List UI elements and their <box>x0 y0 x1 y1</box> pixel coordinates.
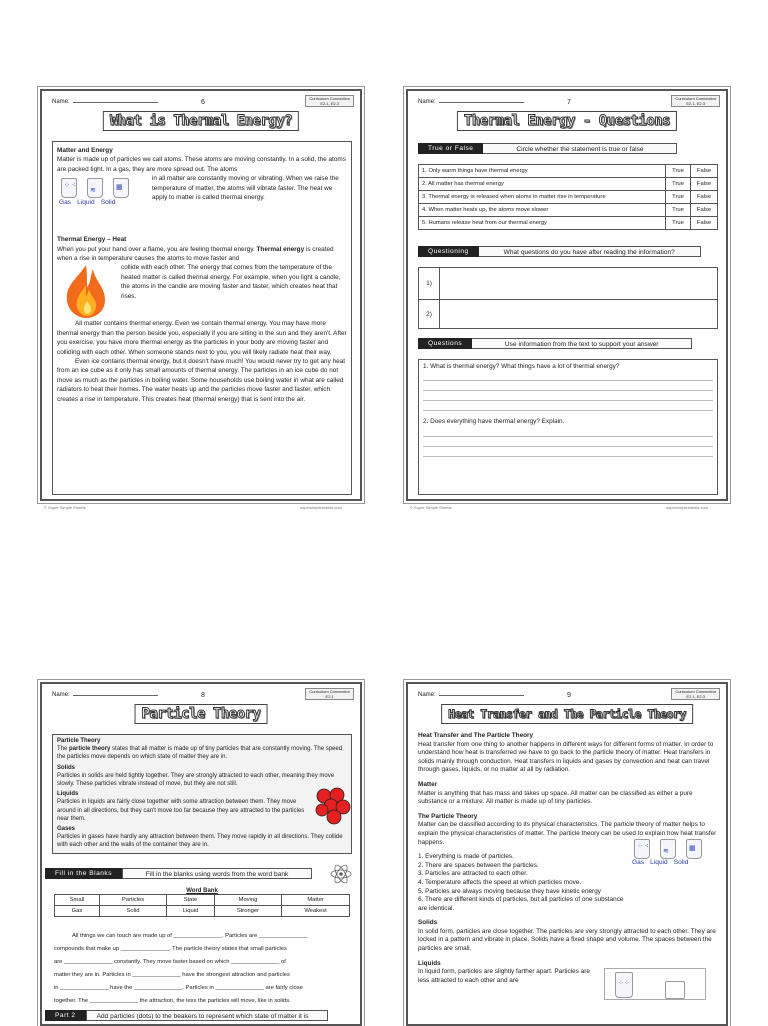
section-heading: The Particle Theory <box>418 812 478 820</box>
paragraph: collide with each other. The energy that comes from the temperature of the heated matter is called thermal energy. For example, when you light a candle, the atoms in the candle are moving faster and faster, which creates heat that rises. <box>121 264 341 300</box>
liquid-beaker-icon: ≋ <box>87 178 103 198</box>
name-label: Name: <box>52 692 158 698</box>
curriculum-codes: E2.1, E2.3 <box>686 101 705 106</box>
questions-banner <box>418 338 692 349</box>
questions-answer-box <box>418 359 718 495</box>
questioning-banner <box>418 246 701 257</box>
liquid-beaker-icon: ⁘⁘ <box>615 972 633 998</box>
name-label: Name: <box>418 99 524 105</box>
page-title: Thermal Energy - Questions <box>457 111 677 131</box>
footer-website: supersimplesheets.com <box>300 505 343 510</box>
paragraph: All matter contains thermal energy. Even we contain thermal energy. You may have more thermal energy than the person beside you, especially if you are sitting in the sun and they aren't. After you exercise, you have more thermal energy as the particles in your body are moving faster and colliding with each other. When someone stands next to you, you will likely radiate heat their way. <box>57 320 347 356</box>
paragraph: Even ice contains thermal energy, but it doesn't have much! You would never try to get any heat from an ice cube as it only has small amounts of thermal energy. The particles in an ice cube do not move as much as the particles in boiling water. Some households use boiling water in what are called radiators to heat their homes. The water heats up and the particles move faster and faster, which creates a rise in temperature. This creates heat (thermal energy) that is sent into the air. <box>57 358 346 403</box>
fill-blank-sentence[interactable]: are _______________ constantly. They move faster based on which _______________ of <box>54 959 286 965</box>
text-run: is created when a rise in temperature causes the atoms to move faster and <box>57 245 334 263</box>
footer-copyright: © Super Simple Sheets <box>410 505 452 510</box>
curriculum-label: Curriculum Connection <box>309 689 350 694</box>
paragraph: Matter can be classified according to its physical characteristics. The particle theory of matter helps to explain the physical characteristics of matter. The particle theory can be used to explain how heat transfer happens. <box>418 821 717 846</box>
fill-blank-sentence[interactable]: in _______________ have the _______________. Particles in _______________ are fairly close <box>54 985 303 991</box>
answer-row[interactable] <box>419 300 717 329</box>
states-illustration <box>630 839 722 868</box>
fill-blank-sentence[interactable]: together. The _______________ the attraction, the less the particles will move, like in solids. <box>54 998 291 1004</box>
true-option[interactable]: True <box>666 178 691 191</box>
fill-blank-sentence[interactable]: All things we can touch are made up of _______________. Particles are _______________ <box>72 933 308 939</box>
question-text: 1. What is thermal energy? What things have a lot of thermal energy? <box>423 363 620 370</box>
reading-passage <box>52 141 352 495</box>
true-false-banner <box>418 143 677 154</box>
state-label: Gas <box>59 199 72 207</box>
state-label: Gas <box>632 859 645 867</box>
word-bank-word: State <box>167 895 215 906</box>
true-false-table <box>418 164 718 230</box>
true-false-row <box>419 178 718 191</box>
page-number: 7 <box>567 99 571 106</box>
section-heading: Matter <box>418 780 438 788</box>
section-label: Questions <box>418 338 472 349</box>
atom-icon <box>329 862 353 886</box>
word-bank-word: Weakest <box>282 906 350 917</box>
state-label: Solid <box>673 859 689 867</box>
worksheet-page-8 <box>40 682 362 1026</box>
footer-website: supersimplesheets.com <box>666 505 709 510</box>
answer-line[interactable] <box>423 401 713 411</box>
page-number: 9 <box>567 692 571 699</box>
true-option[interactable]: True <box>666 217 691 230</box>
list-item: 4. Temperature affects the speed at which particles move. <box>418 878 582 886</box>
state-label: Solid <box>100 199 116 207</box>
statement-text: 1. Only warm things have thermal energy <box>419 165 666 178</box>
worksheet-page-6 <box>40 89 362 501</box>
section-instructions: Use information from the text to support your answer <box>472 338 692 349</box>
beaker-outline-icon <box>665 981 685 999</box>
reading-passage <box>418 732 720 1000</box>
true-option[interactable]: True <box>666 204 691 217</box>
section-heading: Liquids <box>418 959 441 967</box>
answer-line[interactable] <box>423 391 713 401</box>
paragraph: in all matter are constantly moving or vibrating. When we raise the temperature of matter, the atoms will vibrate faster. The heat we apply to matter is called thermal energy. <box>152 175 339 202</box>
list-item: 6. There are different kinds of particles, but all particles of one substance are identical. <box>418 896 624 912</box>
state-label: Liquid <box>77 199 95 207</box>
false-option[interactable]: False <box>691 217 718 230</box>
answer-line[interactable] <box>423 381 713 391</box>
paragraph: In solid form, particles are close together. The particles are very strongly attracted to each other. They are locked in a pattern and vibrate in place. Solids have a fixed shape and volume. The spaces between the particles are small. <box>418 927 716 953</box>
section-label: True or False <box>418 143 483 154</box>
false-option[interactable]: False <box>691 165 718 178</box>
section-instructions: Fill in the blanks using words from the word bank <box>122 868 312 879</box>
false-option[interactable]: False <box>691 191 718 204</box>
answer-row[interactable] <box>419 268 717 300</box>
word-bank-word: Liquid <box>167 906 215 917</box>
fill-blank-sentence[interactable]: compounds that make up _______________. The particle theory states that small particles <box>54 946 287 952</box>
list-row <box>418 843 720 913</box>
question-text: 2. Does everything have thermal energy? Explain. <box>423 418 565 426</box>
answer-line[interactable] <box>423 447 713 457</box>
paragraph: Matter is made up of particles we call atoms. These atoms are moving constantly. In a solid, the atoms are packed tight. In a gas, they are more spread out. The atoms <box>57 156 346 173</box>
footer-copyright: © Super Simple Sheets <box>44 505 86 510</box>
false-option[interactable]: False <box>691 178 718 191</box>
beaker-figure-box <box>604 968 706 1000</box>
curriculum-codes: E2.1 <box>325 694 334 699</box>
page-title: Heat Transfer and The Particle Theory <box>441 704 693 724</box>
word-bank-word: Matter <box>282 895 350 906</box>
page-title: What is Thermal Energy? <box>103 111 299 131</box>
part2-banner <box>45 1010 328 1021</box>
word-bank-row <box>55 906 350 917</box>
word-bank <box>54 888 350 917</box>
section-instructions: Circle whether the statement is true or false <box>483 143 677 154</box>
state-label: Liquid <box>650 859 668 867</box>
curriculum-label: Curriculum Connection <box>675 689 716 694</box>
section-label: Fill in the Blanks <box>45 868 122 879</box>
section-heading: Matter and Energy <box>57 147 113 154</box>
curriculum-label: Curriculum Connection <box>675 96 716 101</box>
curriculum-codes: E2.1, E2.3 <box>320 101 339 106</box>
word-bank-word: Moving <box>214 895 281 906</box>
page-number: 8 <box>201 692 205 699</box>
curriculum-connection <box>671 688 720 700</box>
liquids-row <box>418 968 720 1000</box>
section-instructions: Add particles (dots) to the beakers to represent which state of matter it is <box>86 1010 328 1021</box>
list-item: 3. Particles are attracted to each other. <box>418 870 528 878</box>
true-false-row <box>419 217 718 230</box>
list-item: 5. Particles are always moving because they have kinetic energy <box>418 887 601 895</box>
states-row <box>57 174 347 232</box>
curriculum-codes: E2.1, E2.3 <box>686 694 705 699</box>
name-label: Name: <box>52 99 158 105</box>
paragraph <box>57 245 347 264</box>
text-run: When you put your hand over a flame, you are feeling thermal energy. <box>57 245 255 253</box>
flame-icon <box>57 263 115 319</box>
word-bank-word: Small <box>55 895 100 906</box>
page-header <box>414 95 720 109</box>
questioning-answer-box <box>418 267 718 329</box>
molecule-icon <box>310 784 352 826</box>
section-label: Part 2 <box>45 1010 86 1021</box>
text-run: The <box>57 746 68 753</box>
paragraph: Heat transfer from one thing to another happens in different ways for different forms of matter. In order to understand how heat is transferred we have to go back to the particle theory of matter. Heat transfers in solids mainly through conduction. Heat transfers in liquids and gases by convection and heat can travel through gases, liquids, or no matter at all by radiation. <box>418 740 714 774</box>
text-run: states that all matter is made up of tiny particles that are constantly moving. The speed the particles move depends on which state of matter they are in. <box>57 746 343 761</box>
paragraph: In liquid form, particles are slightly farther apart. Particles are less attracted to each other and are <box>418 968 590 984</box>
paragraph: Matter is anything that has mass and takes up space. All matter can be classified as either a pure substance or a mixture. All matter is made up of tiny particles. <box>418 789 693 806</box>
word-bank-word: Gas <box>55 906 100 917</box>
keyword: Thermal energy <box>256 245 305 253</box>
list-item: 1. Everything is made of particles. <box>418 853 514 861</box>
page-header <box>414 688 720 702</box>
statement-text: 5. Humans release heat from our thermal energy <box>419 217 666 230</box>
answer-line[interactable] <box>423 437 713 447</box>
curriculum-label: Curriculum Connection <box>309 96 350 101</box>
flame-row <box>57 263 347 319</box>
worksheet-page-9 <box>406 682 728 1026</box>
solid-beaker-icon: ▦ <box>113 178 129 198</box>
row-number: 1) <box>419 268 440 299</box>
worksheet-page-7 <box>406 89 728 501</box>
keyword: particle theory <box>69 746 111 753</box>
list-item: 2. There are spaces between the particles. <box>418 861 539 869</box>
section-label: Questioning <box>418 246 479 257</box>
section-heading: Particle Theory <box>57 738 101 744</box>
curriculum-connection <box>305 688 354 700</box>
paragraph: Particles in gases have hardly any attraction between them. They move rapidly in all directions. They collide with each other and the walls of the container they are in. <box>57 834 343 849</box>
solid-beaker-icon: ▦ <box>686 839 702 859</box>
word-bank-title: Word Bank <box>186 888 218 894</box>
gas-beaker-icon: ⁘ ⁖ <box>61 178 77 198</box>
word-bank-word: Stronger <box>214 906 281 917</box>
answer-line[interactable] <box>423 427 713 437</box>
section-heading: Solids <box>57 764 76 771</box>
section-heading: Gases <box>57 826 76 833</box>
section-heading: Liquids <box>57 791 79 798</box>
true-false-row <box>419 165 718 178</box>
paragraph: Particles in solids are held tightly together. They are strongly attracted to each other, meaning they move slowly. These particles vibrate instead of move, but they are not still. <box>57 772 335 788</box>
states-illustration <box>57 178 149 207</box>
curriculum-connection <box>671 95 720 107</box>
true-option[interactable]: True <box>666 165 691 178</box>
section-heading: Heat Transfer and The Particle Theory <box>418 732 534 739</box>
page-number: 6 <box>201 99 205 106</box>
true-false-row <box>419 204 718 217</box>
fill-blanks-banner <box>45 868 312 879</box>
statement-text: 3. Thermal energy is released when atoms in matter rise in temperature <box>419 191 666 204</box>
paragraph: Particles in liquids are fairly close together with some attraction between them. They move around in all directions, but they can't move too far because they are attracted to the particles near them. <box>57 799 305 822</box>
section-heading: Solids <box>418 919 438 927</box>
gas-beaker-icon: ⁘ ⁖ <box>634 839 650 859</box>
name-label: Name: <box>418 692 524 698</box>
section-heading: Thermal Energy – Heat <box>57 236 127 244</box>
section-instructions: What questions do you have after reading the information? <box>479 246 701 257</box>
page-header <box>48 688 354 702</box>
page-header <box>48 95 354 109</box>
true-option[interactable]: True <box>666 191 691 204</box>
liquid-beaker-icon: ≋ <box>660 839 676 859</box>
fill-blanks-text <box>54 930 352 1008</box>
word-bank-word: Solid <box>99 906 166 917</box>
row-number: 2) <box>419 300 440 329</box>
true-false-row <box>419 191 718 204</box>
false-option[interactable]: False <box>691 204 718 217</box>
word-bank-word: Particles <box>99 895 166 906</box>
answer-line[interactable] <box>423 371 713 381</box>
fill-blank-sentence[interactable]: matter they are in. Particles in _______________ have the strongest attraction and particles <box>54 972 290 978</box>
statement-text: 4. When matter heats up, the atoms move slower <box>419 204 666 217</box>
reading-passage <box>52 734 352 854</box>
curriculum-connection <box>305 95 354 107</box>
paragraph <box>57 745 347 761</box>
page-title: Particle Theory <box>135 704 268 724</box>
word-bank-row <box>55 895 350 906</box>
statement-text: 2. All matter has thermal energy <box>419 178 666 191</box>
